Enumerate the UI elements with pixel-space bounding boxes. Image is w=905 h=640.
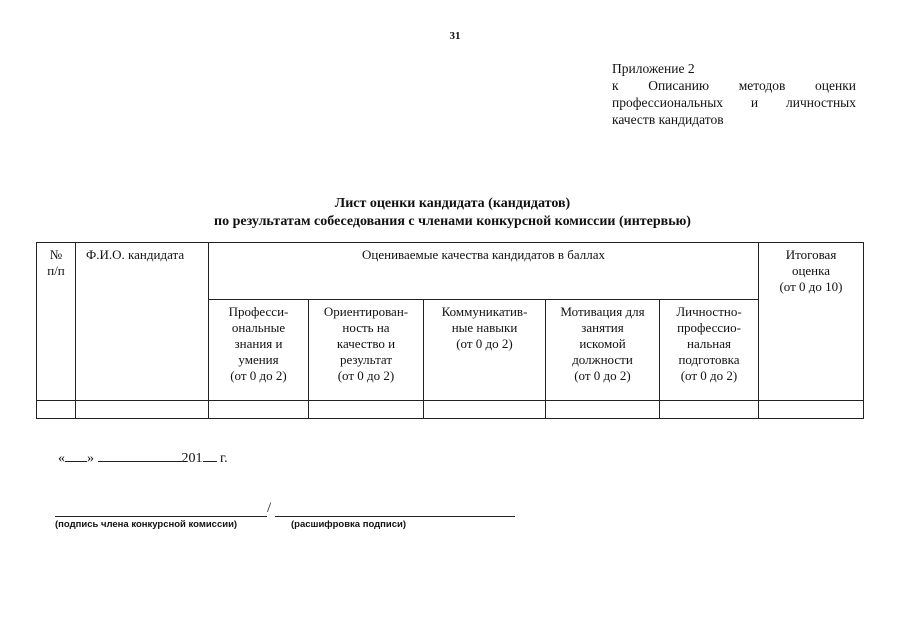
signature-caption: (подпись члена конкурсной комиссии) <box>55 519 238 530</box>
appendix-word: оценки <box>815 78 856 93</box>
date-year-prefix: 201 <box>181 451 203 466</box>
header-professional-knowledge: Професси- ональные знания и умения (от 0 до 2) <box>209 300 309 401</box>
appendix-word: методов <box>738 78 786 93</box>
date-year-blank[interactable] <box>203 449 217 462</box>
table-cell[interactable] <box>660 401 759 419</box>
table-cell[interactable] <box>37 401 76 419</box>
decoding-caption: (расшифровка подписи) <box>291 519 407 530</box>
date-close-quote: » <box>87 451 94 466</box>
signature-line[interactable] <box>55 516 267 517</box>
evaluation-table <box>36 242 864 419</box>
header-total-score: Итоговая оценка (от 0 до 10) <box>759 243 864 401</box>
header-motivation: Мотивация для занятия искомой должности (от 0 до 2) <box>546 300 660 401</box>
table-row <box>37 401 864 419</box>
appendix-word: к <box>612 78 619 93</box>
appendix-note <box>612 60 856 128</box>
header-quality-orientation: Ориентирован- ность на качество и результат (от 0 до 2) <box>309 300 424 401</box>
title-line-1: Лист оценки кандидата (кандидатов) <box>334 196 571 211</box>
date-open-quote: « <box>58 451 65 466</box>
date-year-suffix: г. <box>220 451 228 466</box>
page-number: 31 <box>449 30 461 42</box>
table-cell[interactable] <box>546 401 660 419</box>
table-cell[interactable] <box>76 401 209 419</box>
appendix-line-1: Приложение 2 <box>612 61 695 76</box>
title-line-2: по результатам собеседования с членами конкурсной комиссии (интервью) <box>214 214 691 229</box>
date-day-blank[interactable] <box>65 449 87 462</box>
header-number: № п/п <box>37 243 76 401</box>
appendix-line-3 <box>612 94 856 111</box>
document-title <box>0 195 905 231</box>
appendix-word: и <box>750 95 759 110</box>
header-personal-training: Личностно- профессио- нальная подготовка (от 0 до 2) <box>660 300 759 401</box>
signature-decoding-line[interactable] <box>275 516 515 517</box>
appendix-word: Описанию <box>648 78 710 93</box>
appendix-line-2 <box>612 77 856 94</box>
header-communication-skills: Коммуникатив- ные навыки (от 0 до 2) <box>424 300 546 401</box>
appendix-word: профессиональных <box>612 95 724 110</box>
date-line <box>58 449 228 467</box>
signature-slash: / <box>267 500 272 516</box>
table-cell[interactable] <box>309 401 424 419</box>
appendix-word: личностных <box>786 95 856 110</box>
table-cell[interactable] <box>424 401 546 419</box>
table-cell[interactable] <box>759 401 864 419</box>
header-candidate-name: Ф.И.О. кандидата <box>76 243 209 401</box>
table-cell[interactable] <box>209 401 309 419</box>
date-month-blank[interactable] <box>98 449 182 462</box>
header-qualities-group: Оцениваемые качества кандидатов в баллах <box>209 243 759 300</box>
appendix-line-4: качеств кандидатов <box>612 112 724 127</box>
